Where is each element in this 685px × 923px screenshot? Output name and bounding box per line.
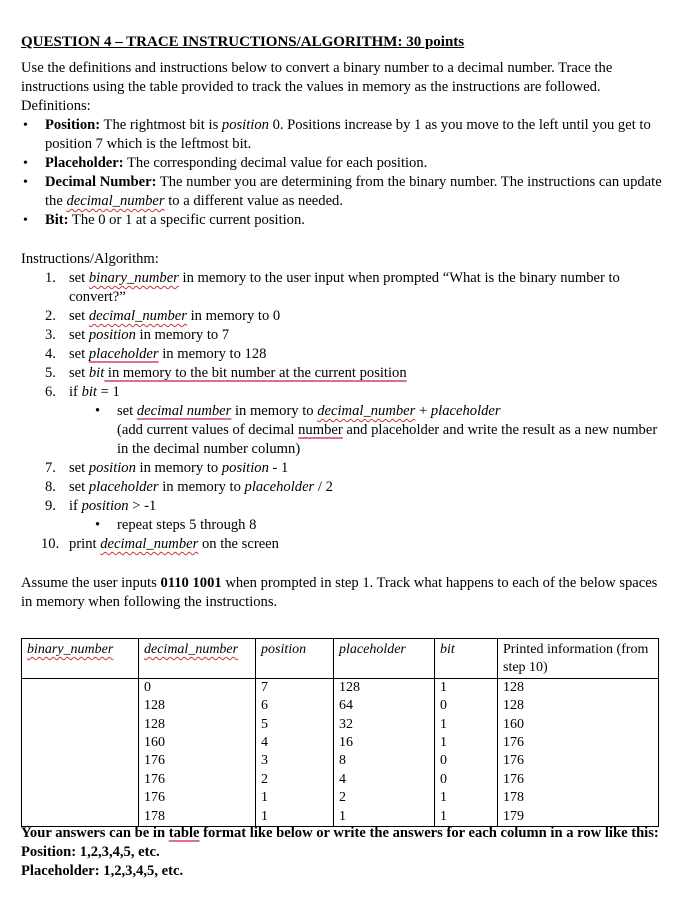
- placeholder-cell: 32: [334, 716, 435, 734]
- placeholder-cell: 2: [334, 789, 435, 807]
- question-document: [21, 33, 671, 612]
- position-cell: 6: [256, 697, 334, 715]
- trace-table-row: [22, 752, 659, 770]
- binary-number-cell: [22, 752, 139, 770]
- binary-number-cell: [22, 789, 139, 807]
- decimal-number-cell: 160: [139, 734, 256, 752]
- trace-table: [21, 638, 659, 827]
- placeholder-cell: 64: [334, 697, 435, 715]
- bit-cell: 1: [435, 734, 498, 752]
- definitions-heading: Definitions:: [21, 98, 91, 114]
- answer-example-position: Position: 1,2,3,4,5, etc.: [21, 844, 160, 860]
- binary-number-cell: [22, 771, 139, 789]
- intro-text: Use the definitions and instructions below to convert a binary number to a decimal number. Trace the instructions using the table provided to track the values in memory as the instructions are followed.: [21, 60, 613, 95]
- assumption-text: Assume the user inputs 0110 1001 when prompted in step 1. Track what happens to each of the below spaces in memory when following the instructions.: [21, 575, 658, 610]
- bit-cell: 0: [435, 752, 498, 770]
- definition-bit: • Bit: The 0 or 1 at a specific current position.: [45, 211, 671, 230]
- binary-number-cell: [22, 716, 139, 734]
- step-5: 5. set bit in memory to the bit number at the current position: [45, 365, 407, 381]
- definition-placeholder: • Placeholder: The corresponding decimal value for each position.: [45, 154, 671, 173]
- step-1: 1. set binary_number in memory to the user input when prompted “What is the binary number to convert?”: [45, 270, 620, 305]
- answer-format-text: Your answers can be in table format like below or write the answers for each column in a row like this:: [21, 825, 659, 841]
- trace-table-row: [22, 771, 659, 789]
- position-cell: 1: [256, 789, 334, 807]
- printed-cell: 176: [498, 752, 659, 770]
- placeholder-cell: 4: [334, 771, 435, 789]
- bit-cell: 0: [435, 771, 498, 789]
- decimal-number-cell: 176: [139, 752, 256, 770]
- trace-table-row: [22, 697, 659, 715]
- step-3: 3. set position in memory to 7: [45, 327, 230, 343]
- binary-number-cell: [22, 678, 139, 697]
- position-cell: 4: [256, 734, 334, 752]
- step-4: 4. set placeholder in memory to 128: [45, 346, 267, 362]
- printed-cell: 128: [498, 678, 659, 697]
- definition-position: • Position: The rightmost bit is position 0. Positions increase by 1 as you move to the left until you get to position 7 which is the leftmost bit.: [45, 116, 671, 154]
- placeholder-cell: 128: [334, 678, 435, 697]
- trace-table-row: [22, 734, 659, 752]
- step-6-action: • set decimal number in memory to decimal_number + placeholder: [21, 402, 671, 421]
- bit-cell: 0: [435, 697, 498, 715]
- header-binary-number: binary_number: [22, 639, 139, 679]
- trace-table-row: [22, 716, 659, 734]
- printed-cell: 128: [498, 697, 659, 715]
- step-2: 2. set decimal_number in memory to 0: [45, 308, 281, 324]
- decimal-number-cell: 176: [139, 771, 256, 789]
- header-printed-information: Printed information (from step 10): [498, 639, 659, 679]
- placeholder-cell: 1: [334, 808, 435, 827]
- decimal-number-cell: 178: [139, 808, 256, 827]
- printed-cell: 178: [498, 789, 659, 807]
- position-cell: 1: [256, 808, 334, 827]
- step-10: 10. print decimal_number on the screen: [41, 536, 279, 552]
- answer-instructions: [21, 824, 671, 881]
- trace-table-header: [22, 639, 659, 679]
- instructions-list: [21, 269, 671, 554]
- binary-number-cell: [22, 734, 139, 752]
- bit-cell: 1: [435, 789, 498, 807]
- step-8: 8. set placeholder in memory to placeholder / 2: [45, 479, 333, 495]
- bit-cell: 1: [435, 808, 498, 827]
- bit-cell: 1: [435, 716, 498, 734]
- decimal-number-cell: 176: [139, 789, 256, 807]
- printed-cell: 179: [498, 808, 659, 827]
- step-9-action: • repeat steps 5 through 8: [21, 516, 671, 535]
- instructions-heading: Instructions/Algorithm:: [21, 251, 159, 267]
- trace-table-row: [22, 789, 659, 807]
- answer-example-placeholder: Placeholder: 1,2,3,4,5, etc.: [21, 863, 184, 879]
- definition-decimal-number: • Decimal Number: The number you are determining from the binary number. The instructions can update the decimal_number to a different value as needed.: [45, 173, 671, 211]
- position-cell: 7: [256, 678, 334, 697]
- placeholder-cell: 8: [334, 752, 435, 770]
- trace-table-row: [22, 678, 659, 697]
- question-title: QUESTION 4 – TRACE INSTRUCTIONS/ALGORITHM: 30 points: [21, 34, 465, 50]
- step-6-note: (add current values of decimal number and placeholder and write the result as a new number in the decimal number column): [117, 422, 658, 457]
- header-placeholder: placeholder: [334, 639, 435, 679]
- decimal-number-cell: 128: [139, 697, 256, 715]
- step-9: 9. if position > -1: [45, 498, 157, 514]
- placeholder-cell: 16: [334, 734, 435, 752]
- decimal-number-cell: 128: [139, 716, 256, 734]
- header-position: position: [256, 639, 334, 679]
- header-decimal-number: decimal_number: [139, 639, 256, 679]
- step-6: 6. if bit = 1: [45, 384, 120, 400]
- step-7: 7. set position in memory to position - 1: [45, 460, 289, 476]
- definitions-list: [21, 116, 671, 230]
- position-cell: 5: [256, 716, 334, 734]
- binary-number-cell: [22, 697, 139, 715]
- bit-cell: 1: [435, 678, 498, 697]
- position-cell: 3: [256, 752, 334, 770]
- header-bit: bit: [435, 639, 498, 679]
- decimal-number-cell: 0: [139, 678, 256, 697]
- printed-cell: 160: [498, 716, 659, 734]
- position-cell: 2: [256, 771, 334, 789]
- printed-cell: 176: [498, 734, 659, 752]
- printed-cell: 176: [498, 771, 659, 789]
